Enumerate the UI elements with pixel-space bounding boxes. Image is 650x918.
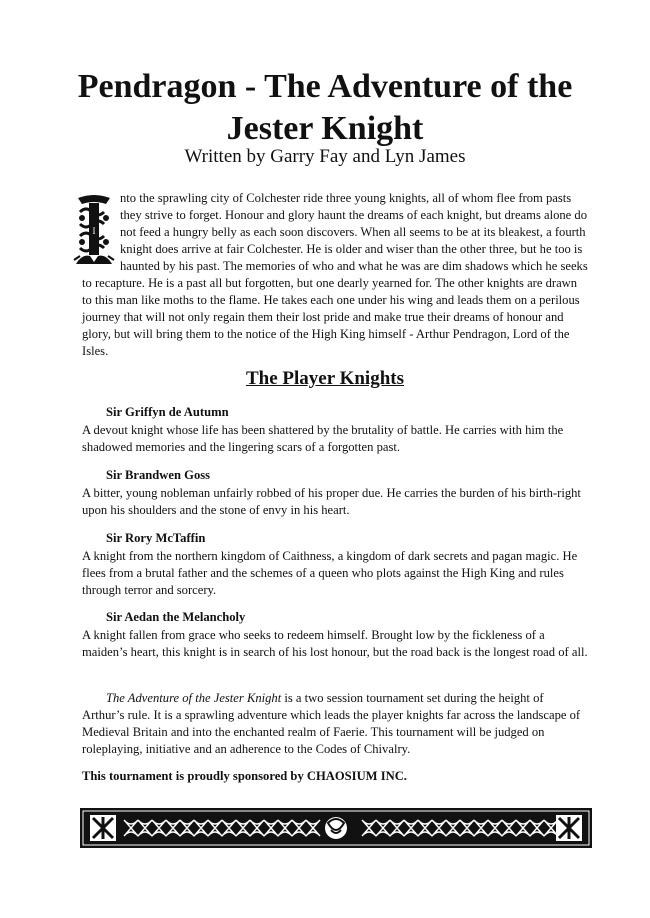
intro-text: nto the sprawling city of Colchester ride three young knights, all of whom flee from pasts they strive to forget. Honour and glory haunt the dreams of each knight, but dreams alone do not feed a hungry belly as each soon discovers. When all seems to be at its bleakest, a fourth knight does arrive at fair Colchester. He is older and wiser than the other three, but he too is haunted by his past. The memories of who and what he was are dim shadows which he seeks to recapture. He is a past all but forgotten, but one dearly yearned for. The other knights are drawn to this man like moths to the flame. He takes each one under his wing and leads them on a perilous journey that will not only regain them their lost pride and make true their dreams of honour and glory, but will bring them to the notice of the High King himself - Arthur Pendragon, Lord of the Isles. bbox=[82, 191, 588, 358]
byline: Written by Garry Fay and Lyn James bbox=[184, 146, 466, 167]
section-heading-player-knights: The Player Knights bbox=[246, 368, 404, 389]
knight-name: Sir Griffyn de Autumn bbox=[106, 405, 229, 419]
knight-entry bbox=[82, 404, 588, 456]
illuminated-letter-icon bbox=[72, 194, 116, 266]
knight-description: A devout knight whose life has been shattered by the brutality of battle. He carries with him the shadowed memories and the lingering scars of a forgotten past. bbox=[82, 423, 564, 454]
knight-description: A knight fallen from grace who seeks to redeem himself. Brought low by the fickleness of a maiden’s heart, this knight is in search of his lost honour, but the road back is the longest road of all. bbox=[82, 628, 588, 659]
knight-entry bbox=[82, 609, 588, 661]
knight-name: Sir Aedan the Melancholy bbox=[106, 610, 246, 624]
summary-paragraph bbox=[82, 690, 588, 758]
knight-description: A bitter, young nobleman unfairly robbed of his proper due. He carries the burden of his birth-right upon his shoulders and the stone of envy in his heart. bbox=[82, 486, 581, 517]
dropcap-letter: I bbox=[92, 226, 96, 236]
intro-paragraph bbox=[82, 190, 588, 360]
summary-text: is a two session tournament set during the height of Arthur’s rule. It is a sprawling adventure which leads the player knights far across the landscape of Medieval Britain and into the enchanted realm of Faerie. This tournament will be judged on roleplaying, initiative and an adherence to the Codes of Chivalry. bbox=[82, 691, 581, 756]
celtic-knot-border-icon bbox=[80, 808, 592, 848]
knight-entry bbox=[82, 467, 588, 519]
knight-name: Sir Rory McTaffin bbox=[106, 531, 206, 545]
knight-name: Sir Brandwen Goss bbox=[106, 468, 211, 482]
document-title: Pendragon - The Adventure of the Jester Knight bbox=[77, 68, 573, 147]
knight-description: A knight from the northern kingdom of Caithness, a kingdom of dark secrets and pagan magic. He flees from a brutal father and the schemes of a queen who plots against the High King and rules through terror and sorcery. bbox=[82, 549, 578, 597]
knight-entry bbox=[82, 530, 588, 599]
adventure-title: The Adventure of the Jester Knight bbox=[106, 691, 282, 705]
sponsor-line: This tournament is proudly sponsored by CHAOSIUM INC. bbox=[82, 769, 407, 783]
